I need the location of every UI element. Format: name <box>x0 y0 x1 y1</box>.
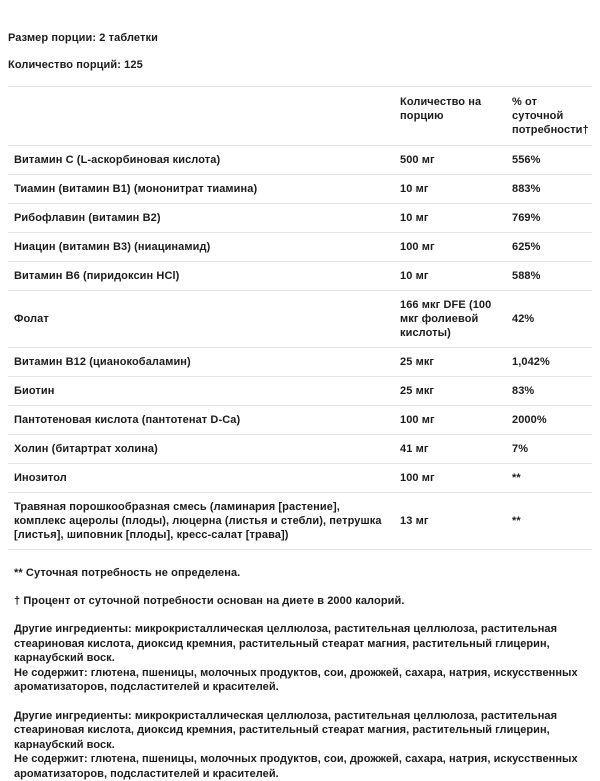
nutrient-amount: 100 мг <box>400 464 512 493</box>
nutrient-name: Витамин B12 (цианокобаламин) <box>8 348 400 377</box>
nutrient-daily-value: ** <box>512 464 592 493</box>
nutrient-amount: 10 мг <box>400 204 512 233</box>
nutrient-amount: 10 мг <box>400 175 512 204</box>
nutrient-name: Тиамин (витамин B1) (мононитрат тиамина) <box>8 175 400 204</box>
table-body <box>8 146 592 550</box>
nutrient-name: Фолат <box>8 291 400 348</box>
nutrient-daily-value: 883% <box>512 175 592 204</box>
footnotes <box>8 566 592 608</box>
column-header-daily-value: % от суточной потребности† <box>512 87 592 146</box>
nutrient-amount: 100 мг <box>400 233 512 262</box>
nutrient-name: Инозитол <box>8 464 400 493</box>
nutrient-amount: 100 мг <box>400 406 512 435</box>
nutrient-amount: 41 мг <box>400 435 512 464</box>
footnote-dagger: † Процент от суточной потребности основан на диете в 2000 калорий. <box>14 594 592 608</box>
footnote-double-asterisk: ** Суточная потребность не определена. <box>14 566 592 580</box>
nutrient-daily-value: 625% <box>512 233 592 262</box>
nutrient-name: Травяная порошкообразная смесь (ламинария [растение], комплекс ацеролы (плоды), люцерна (листья и стебли), петрушка [листья], шиповник [плоды], кресс-салат [трава]) <box>8 493 400 550</box>
table-row <box>8 464 592 493</box>
table-row <box>8 262 592 291</box>
nutrient-daily-value: 83% <box>512 377 592 406</box>
nutrient-name: Витамин C (L-аскорбиновая кислота) <box>8 146 400 175</box>
other-ingredients-text-2: Другие ингредиенты: микрокристаллическая целлюлоза, растительная целлюлоза, растительная стеариновая кислота, диоксид кремния, растительный стеарат магния, растительный глицерин, карнаубский воск. <box>14 709 586 753</box>
table-row <box>8 146 592 175</box>
nutrient-daily-value: ** <box>512 493 592 550</box>
table-row <box>8 175 592 204</box>
nutrient-daily-value: 556% <box>512 146 592 175</box>
table-row <box>8 493 592 550</box>
nutrient-name: Биотин <box>8 377 400 406</box>
table-row <box>8 204 592 233</box>
nutrient-amount: 10 мг <box>400 262 512 291</box>
nutrient-amount: 500 мг <box>400 146 512 175</box>
nutrient-name: Пантотеновая кислота (пантотенат D-Ca) <box>8 406 400 435</box>
free-from-text-2: Не содержит: глютена, пшеницы, молочных продуктов, сои, дрожжей, сахара, натрия, искусственных ароматизаторов, подсластителей и красителей. <box>14 752 586 781</box>
nutrient-amount: 25 мкг <box>400 348 512 377</box>
nutrient-daily-value: 7% <box>512 435 592 464</box>
nutrient-name: Холин (битартрат холина) <box>8 435 400 464</box>
servings-per-container-line: Количество порций: 125 <box>8 59 592 72</box>
nutrient-name: Витамин B6 (пиридоксин HCl) <box>8 262 400 291</box>
free-from-text-1: Не содержит: глютена, пшеницы, молочных продуктов, сои, дрожжей, сахара, натрия, искусственных ароматизаторов, подсластителей и красителей. <box>14 666 586 695</box>
table-row <box>8 233 592 262</box>
nutrient-amount: 166 мкг DFE (100 мкг фолиевой кислоты) <box>400 291 512 348</box>
table-row <box>8 406 592 435</box>
table-header <box>8 87 592 146</box>
serving-size-line: Размер порции: 2 таблетки <box>8 32 592 45</box>
nutrient-daily-value: 588% <box>512 262 592 291</box>
other-ingredients-block-1 <box>14 622 586 695</box>
column-header-amount-per-serving: Количество на порцию <box>400 87 512 146</box>
other-ingredients-text-1: Другие ингредиенты: микрокристаллическая целлюлоза, растительная целлюлоза, растительная стеариновая кислота, диоксид кремния, растительный стеарат магния, растительный глицерин, карнаубский воск. <box>14 622 586 666</box>
nutrient-daily-value: 2000% <box>512 406 592 435</box>
table-row <box>8 377 592 406</box>
other-ingredients-block-2 <box>14 709 586 781</box>
table-row <box>8 291 592 348</box>
supplement-facts-table <box>8 86 592 550</box>
nutrient-name: Рибофлавин (витамин B2) <box>8 204 400 233</box>
nutrient-name: Ниацин (витамин B3) (ниацинамид) <box>8 233 400 262</box>
nutrient-daily-value: 769% <box>512 204 592 233</box>
column-header-nutrient <box>8 87 400 146</box>
nutrient-daily-value: 1,042% <box>512 348 592 377</box>
table-row <box>8 435 592 464</box>
table-header-row <box>8 87 592 146</box>
nutrient-amount: 13 мг <box>400 493 512 550</box>
table-row <box>8 348 592 377</box>
nutrient-amount: 25 мкг <box>400 377 512 406</box>
nutrient-daily-value: 42% <box>512 291 592 348</box>
